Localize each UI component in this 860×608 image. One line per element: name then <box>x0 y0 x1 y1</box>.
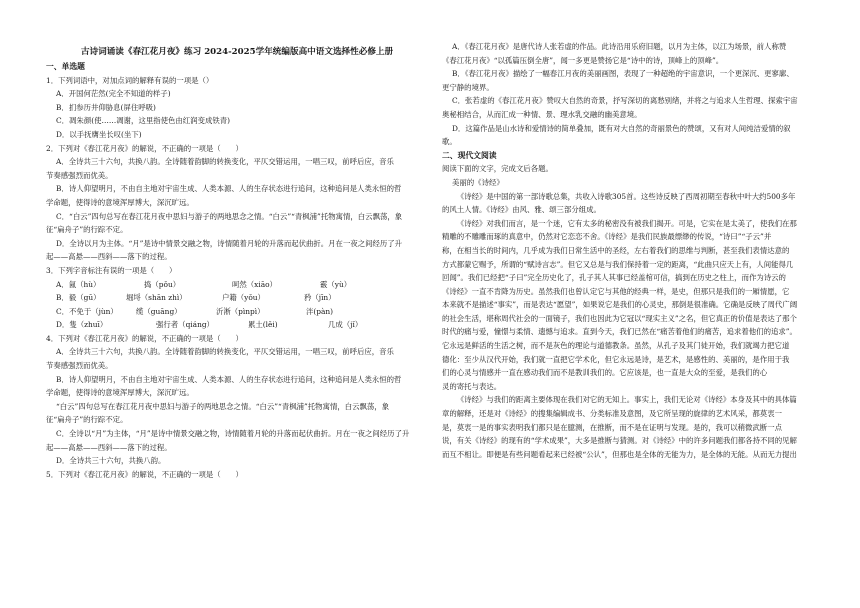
q3-a-item-3: 呵然（xiāo） <box>232 279 277 289</box>
q5-option-d-line1: D．这篇作品是山水诗和爱情诗的简单叠加，既有对大自然的奇丽景色的赞颂，又有对人间纯洁爱情的叙 <box>452 123 791 133</box>
p2-line: 《诗经》一直不肯降为历史。虽然我们也曾认定它与其他的经典一样，是史，但那只是我们的一厢情愿，它 <box>442 286 790 296</box>
q5-option-b-line1: B．《春江花月夜》描绘了一幅春江月夜的美丽画图，表现了一种超绝的宇宙意识，一个更深沉、更寥廓、 <box>452 69 794 79</box>
q2-option-a-line2: 节奏感强烈而优美。 <box>46 170 113 180</box>
q3-c-item-1: C．不免于（jùn） <box>56 306 118 316</box>
q3-b-item-4: 矜（jīn） <box>304 293 336 303</box>
p2-line: 时代的痛与爱，憧憬与柔情、遗憾与追求。直到今天，我们已然在“痛苦着他们的痛苦，追求着他们的追求”。 <box>442 327 797 337</box>
q3-d-item-4: 几成（jǐ） <box>328 320 363 330</box>
q3-a-item-1: A．氤（hù） <box>56 279 101 289</box>
document-title: 古诗词诵读《春江花月夜》练习 2024-2025学年统编版高中语文选择性必修上册 <box>80 47 394 57</box>
left-column <box>46 60 428 481</box>
question-1: 1．下列词语中，对加点词的解释有误的一项是（） <box>46 75 214 85</box>
p3-line: 《诗经》与我们的距离主要体现在我们对它的无知上。事实上，我们无论对《诗经》本身及其中的具体篇 <box>456 395 797 405</box>
article-paragraph-1-line1: 《诗经》是中国的第一部诗歌总集，共收入诗歌305首。这些诗反映了西周初期至春秋中叶大约500多年 <box>456 191 796 201</box>
q3-a-item-2: 捣（pǒu） <box>144 279 181 289</box>
reading-instruction: 阅读下面的文字，完成文后各题。 <box>442 164 553 174</box>
q2-option-c-line1: C．“白云”四句总写在春江花月夜中思妇与游子的两地思念之情。“白云”“青枫浦”托物寓情，白云飘荡，象 <box>56 211 403 221</box>
q3-d-item-3: 累土(lěi) <box>248 320 278 330</box>
q3-option-d <box>46 318 428 332</box>
q5-option-d-line2: 歌。 <box>442 137 457 147</box>
q2-option-b-line1: B．诗人仰望明月，不由自主地对宇宙生成、人类本源、人的生存状态进行追问，这种追问是人类永恒的哲 <box>56 184 402 194</box>
p3-line: 章的解释，还是对《诗经》的搜集编辑成书、分类标准及意图，及它所呈现的旋律的艺术风采，都莫衷一 <box>442 409 782 419</box>
p2-line: 的社会生活，堪称周代社会的一面镜子，我们也因此为它冠以“现实主义”之名，但它真正的价值是表达了那个 <box>442 313 797 323</box>
p3-line: 说，有关《诗经》的现有的“学术成果”，大多是推断与猜测。对《诗经》中的许多问题我们都各持不同的见解 <box>442 436 797 446</box>
section-heading-modern-reading: 二、现代文阅读 <box>442 150 497 160</box>
q1-option-c: C．凋朱颜(使……凋谢，这里指使色由红润变成铁青) <box>56 116 231 126</box>
p2-line: 德化：至少从汉代开始，我们就一直把它学术化，但它永远是诗，是艺术，是感性的、美丽的，是作用于我 <box>442 354 790 364</box>
p2-line: 方式都蒙它赐予，所谓的“赋诗言志”。但它又总是与我们保持着一定的距离，“此曲只应天上有，人间能得几 <box>442 259 794 269</box>
q3-c-item-3: 沂淅（pìnpì） <box>216 306 265 316</box>
question-3: 3．下列字音标注有误的一项是（ ） <box>46 265 177 275</box>
q4-option-e: D．全诗共三十六句，共换八韵。 <box>56 456 166 466</box>
q1-option-d: D．以手抚膺坐长叹(坐下) <box>56 129 142 139</box>
q5-option-a-line1: A．《春江花月夜》是唐代诗人张若虚的作品。此诗沿用乐府旧题，以月为主体，以江为场景，前人称赞 <box>452 42 787 51</box>
q3-c-item-2: 缆（guāng） <box>136 306 182 316</box>
q4-option-b-line2: 学命题，使得诗的意境浑厚博大，深沉旷远。 <box>46 388 194 398</box>
p2-line: 《诗经》对我们而言，是一个迷，它有太多的秘密没有被我们揭开。可是，它实在是太美了，使我们在那 <box>456 218 797 228</box>
p2-line: 精雕的不雕雕而琢的真意中，仍然对它恋恋不舍。《诗经》是我们民族最缥缈的传说，“诗曰”“子云”并 <box>442 232 772 242</box>
q4-option-c-line2: 征“扁舟子”的行踪不定。 <box>46 415 128 425</box>
p2-line: 们的心灵与情感并一直在感动我们而不是教训我们的。它应该是，也一直是大众的至爱，是我们的心 <box>442 368 768 378</box>
q2-option-a-line1: A．全诗共三十六句，共换八韵。全诗随着韵脚的转换变化，平仄交错运用，一唱三叹，前呼后应，音乐 <box>56 157 394 167</box>
q3-c-item-4: 泮(pàn) <box>306 306 334 316</box>
p2-line: 称，在相当长的时间内，几乎成为我们日常生活中的圣经，左右着我们的思维与判断，甚至我们表情达意的 <box>442 245 790 255</box>
q2-option-d-line2: 起——高悬——西斜——落下的过程。 <box>46 252 172 262</box>
p2-line: 它永远是鲜活的生活之树，而不是灰色的理论与道德教条。虽然，从孔子及其门徒开始，我们就竭力把它道 <box>442 341 790 351</box>
article-paragraph-3 <box>442 393 816 461</box>
q5-option-a-line2: 《春江花月夜》“以孤篇压倒全唐”，闻一多更是赞扬它是“诗中的诗，顶峰上的顶峰”。 <box>442 55 724 65</box>
q3-d-item-1: D．隻（zhuī） <box>56 320 108 330</box>
q4-option-d-line2: 起——高悬——西斜——落下的过程。 <box>46 442 172 452</box>
q5-option-b-line2: 更宁静的境界。 <box>442 82 494 92</box>
article-title: 美丽的《诗经》 <box>452 177 504 187</box>
question-2: 2．下列对《春江花月夜》的解说，不正确的一项是（ ） <box>46 143 243 153</box>
q4-option-b-line1: B．诗人仰望明月，不由自主地对宇宙生成、人类本源、人的生存状态进行追问，这种追问是人类永恒的哲 <box>56 374 402 384</box>
p3-line: 而互不相让。即便是有些问题看起来已经被“公认”，但那也是全体的无能为力，是全体的无能。从而无力提出 <box>442 449 797 459</box>
p2-line: 回闻”。我们已经把“子曰”完全历史化了，孔子其人其事已经盖棺可信，搞到在历史之柱上，而作为诗云的 <box>442 273 786 283</box>
q3-option-a <box>46 278 428 292</box>
article-paragraph-2 <box>442 217 816 394</box>
q3-option-c <box>46 305 428 319</box>
q3-d-item-2: 强行者（qiáng） <box>156 320 214 330</box>
right-column <box>442 40 816 461</box>
q4-option-d-line1: C．全诗以“月”为主体，“月”是诗中情景交融之物，诗情随着月轮的升落而起伏曲折。月在一夜之间经历了升 <box>56 429 410 439</box>
q2-option-c-line2: 征“扁舟子”的行踪不定。 <box>46 225 128 235</box>
q3-a-item-4: 霰（yù） <box>320 279 352 289</box>
q2-option-d-line1: D．全诗以月为主体。“月”是诗中情景交融之物，诗情随着月轮的升落而起伏曲折。月在一夜之间经历了升 <box>56 238 403 248</box>
q3-b-item-1: B．毅（gū） <box>56 293 101 303</box>
q2-option-b-line2: 学命题，使得诗的意境浑厚博大，深沉旷远。 <box>46 197 194 207</box>
p2-line: 本来就不是描述“事实”，而是表达“愿望”，如果说它是我们的心灵史，那倒是很准确。它确是反映了周代广阔 <box>442 300 798 310</box>
question-4: 4．下列对《春江花月夜》的解说，不正确的一项是（ ） <box>46 333 243 343</box>
q5-option-c-line2: 奥秘相结合，从而汇成一种情、景、理水乳交融的幽美意境。 <box>442 109 642 119</box>
p2-line: 灵的寄托与表达。 <box>442 381 502 391</box>
question-5: 5．下列对《春江花月夜》的解说，不正确的一项是（ ） <box>46 469 243 479</box>
q4-option-c-line1: “白云”四句总写在春江花月夜中思妇与游子的两地思念之情。“白云”“青枫浦”托物寓情，白云飘荡，象 <box>56 401 390 411</box>
q5-option-c-line1: C．张若虚的《春江花月夜》赞叹大自然的奇景，抒写深切的离愁别绪，并将之与追求人生哲理、探索宇宙 <box>452 96 798 106</box>
q1-option-a: A．开国何茫然(完全不知道的样子) <box>56 89 171 99</box>
q3-b-item-3: 户籍（yǒu） <box>222 293 265 303</box>
q3-b-item-2: 堀埒（shān zhì） <box>126 293 187 303</box>
article-paragraph-1-line2: 的风土人情。《诗经》由风、雅、颂三部分组成。 <box>442 205 601 215</box>
q3-option-b <box>46 291 428 305</box>
q1-option-b: B．扪参历井仰胁息(屏住呼吸) <box>56 102 156 112</box>
section-heading-single-choice: 一、单选题 <box>46 62 85 71</box>
p3-line: 是，莫衷一是的事实表明我们都只是在臆测，在推断，而不是在证明与发现。是的，我可以稍微武断一点 <box>442 422 782 432</box>
q4-option-a-line1: A．全诗共三十六句，共换八韵。全诗随着韵脚的转换变化，平仄交错运用，一唱三叹，前呼后应，音乐 <box>56 347 394 357</box>
q4-option-a-line2: 节奏感强烈而优美。 <box>46 361 113 371</box>
